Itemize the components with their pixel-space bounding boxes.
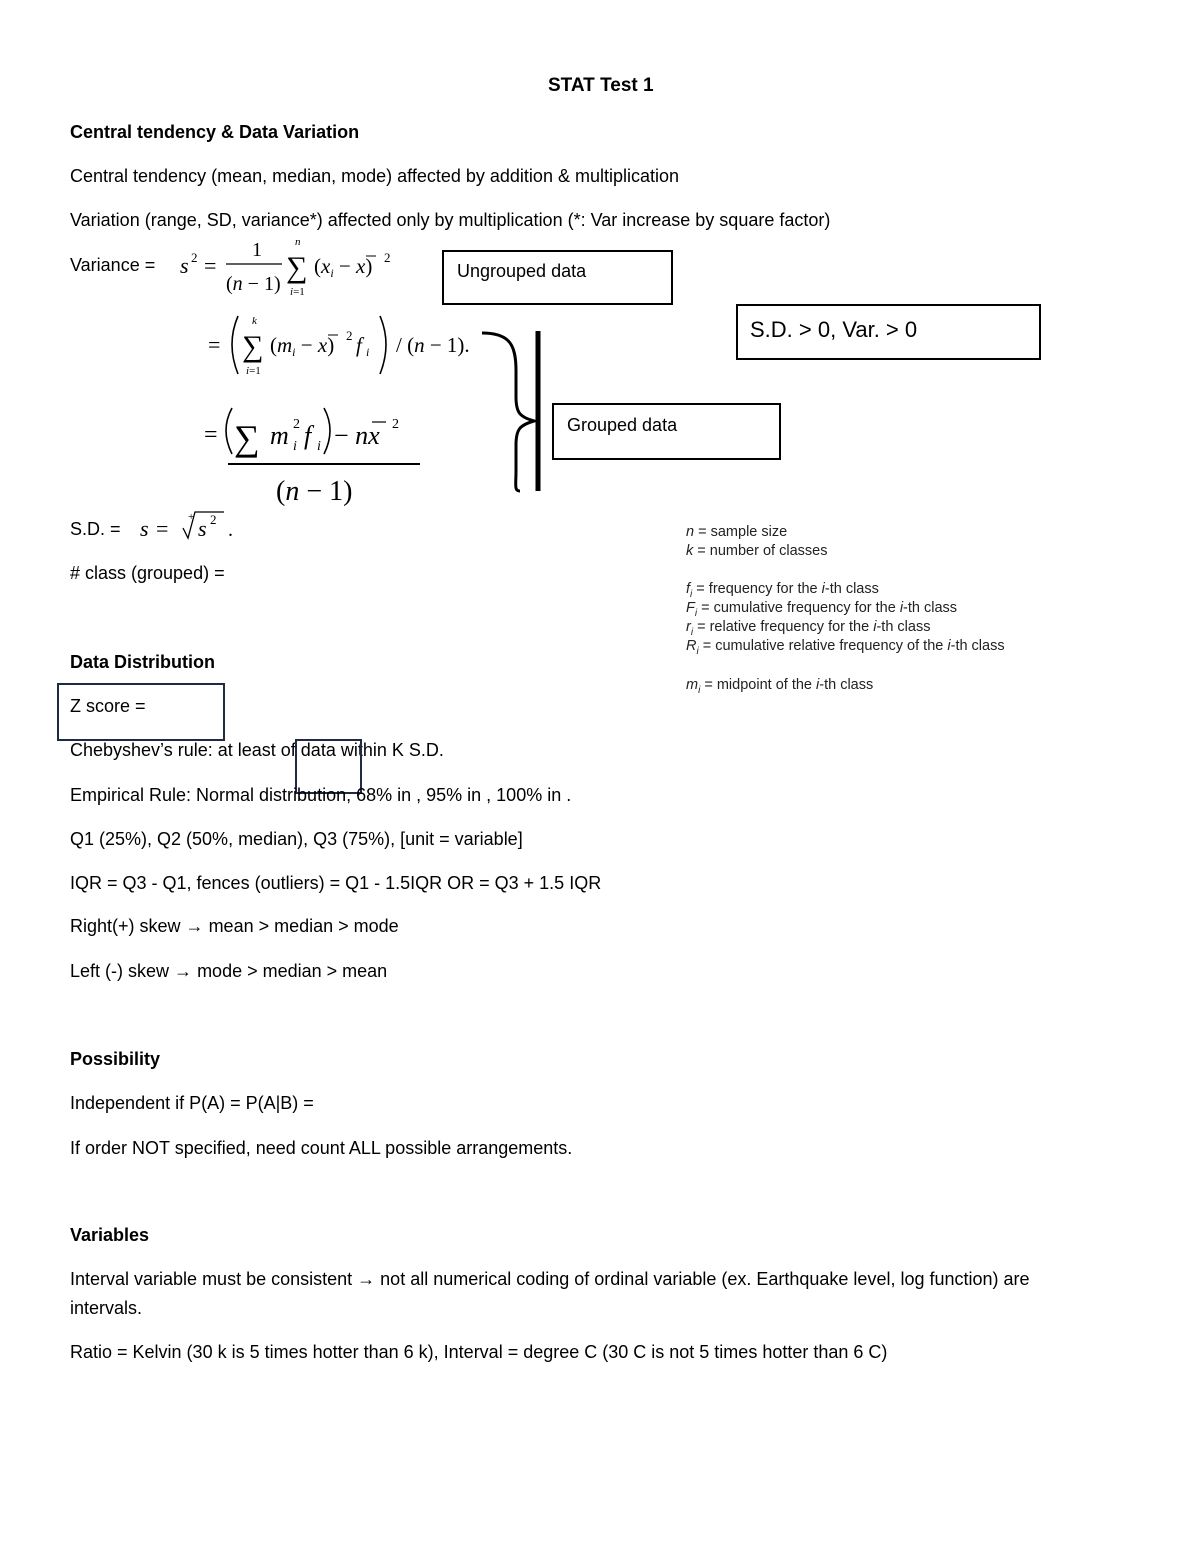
svg-text:(xi − x): (xi − x) [314,254,373,280]
svg-text:f: f [304,421,312,450]
svg-text:.: . [228,519,233,541]
svg-text:2: 2 [191,250,198,265]
svg-text:i: i [366,345,370,359]
variance-label: Variance = [70,255,156,275]
svg-text:m: m [270,421,289,450]
svg-text:s: s [140,516,149,541]
chebyshev-line: Chebyshev’s rule: at least of data within K S.D. [70,740,444,760]
legend-r: $r_i$ = relative frequency for the i-th class [686,619,931,638]
svg-text:(mi − x): (mi − x) [270,333,335,359]
svg-text:=: = [156,516,169,541]
arrow-right-icon: → [185,916,204,936]
svg-text:2: 2 [384,250,391,265]
arrow-right-icon: → [174,961,193,981]
svg-text:f: f [356,333,362,357]
ratio-line: Ratio = Kelvin (30 k is 5 times hotter than 6 k), Interval = degree C (30 C is not 5 times hotter than 6 C) [70,1342,888,1362]
svg-text:=: = [208,332,221,357]
svg-text:=: = [204,422,218,448]
right-skew-line: Right(+) skew → mean > median > mode [70,916,399,936]
legend-n: n = sample size [686,524,788,540]
svg-text:s: s [180,253,189,278]
interval-line-cont: intervals. [70,1298,143,1318]
legend-m: $m_i$ = midpoint of the i-th class [686,677,874,696]
sd-label: S.D. = [70,519,121,539]
svg-text:2: 2 [293,417,300,432]
svg-text:∑: ∑ [234,418,260,458]
svg-text:2: 2 [210,512,217,527]
interval-line: Interval variable must be consistent → not all numerical coding of ordinal variable (ex. Earthquake level, log function) are [70,1269,1030,1289]
heading-data-distribution: Data Distribution [70,652,216,672]
arrow-right-icon: → [357,1269,376,1289]
sd-formula [138,506,248,546]
svg-text:i=1: i=1 [246,365,261,377]
svg-text:1: 1 [252,239,262,261]
left-skew-line: Left (-) skew → mode > median > mean [70,961,388,981]
independent-line: Independent if P(A) = P(A|B) = [70,1093,314,1113]
grouped-brace-icon [480,325,560,497]
central-tendency-line: Central tendency (mean, median, mode) affected by addition & multiplication [70,166,680,186]
svg-text:+: + [188,511,195,523]
legend-f: $f_i$ = frequency for the i-th class [686,581,879,600]
quartiles-line: Q1 (25%), Q2 (50%, median), Q3 (75%), [unit = variable] [70,829,523,849]
svg-text:n: n [295,236,301,248]
empirical-line: Empirical Rule: Normal distribution, 68% in , 95% in , 100% in . [70,785,572,805]
svg-text:i: i [317,439,321,454]
variance-formula-ungrouped [170,232,400,302]
svg-text:k: k [252,315,257,327]
legend-k: k = number of classes [686,543,828,559]
ungrouped-data-label: Ungrouped data [457,261,587,281]
variance-formula-grouped-2 [200,400,430,512]
heading-possibility: Possibility [70,1049,161,1069]
svg-text:s: s [198,516,207,541]
svg-text:2: 2 [346,328,353,343]
z-score-label: Z score = [70,696,146,716]
svg-text:=: = [204,253,217,278]
heading-variables: Variables [70,1225,150,1245]
svg-text:∑: ∑ [242,330,264,363]
svg-text:(n − 1): (n − 1) [276,476,353,507]
page-title: STAT Test 1 [548,75,654,96]
class-count-label: # class (grouped) = [70,563,225,583]
iqr-line: IQR = Q3 - Q1, fences (outliers) = Q1 - 1.5IQR OR = Q3 + 1.5 IQR [70,873,602,893]
svg-text:− nx: − nx [334,421,380,450]
svg-text:2: 2 [392,417,399,432]
svg-text:i: i [293,439,297,454]
variation-line: Variation (range, SD, variance*) affected only by multiplication (*: Var increase by square factor) [70,210,831,230]
legend-F: $F_i$ = cumulative frequency for the i-th class [686,600,958,619]
grouped-data-label: Grouped data [567,415,678,435]
legend-R: $R_i$ = cumulative relative frequency of the i-th class [686,638,1005,657]
svg-text:(n − 1): (n − 1) [226,273,281,295]
sd-var-label: S.D. > 0, Var. > 0 [750,317,918,342]
variance-formula-grouped-1 [200,310,490,382]
heading-central-tendency: Central tendency & Data Variation [70,122,360,142]
svg-text:∑: ∑ [286,251,308,284]
svg-text:i=1: i=1 [290,286,305,298]
order-line: If order NOT specified, need count ALL possible arrangements. [70,1138,573,1158]
svg-text:/ (n − 1).: / (n − 1). [396,333,470,357]
